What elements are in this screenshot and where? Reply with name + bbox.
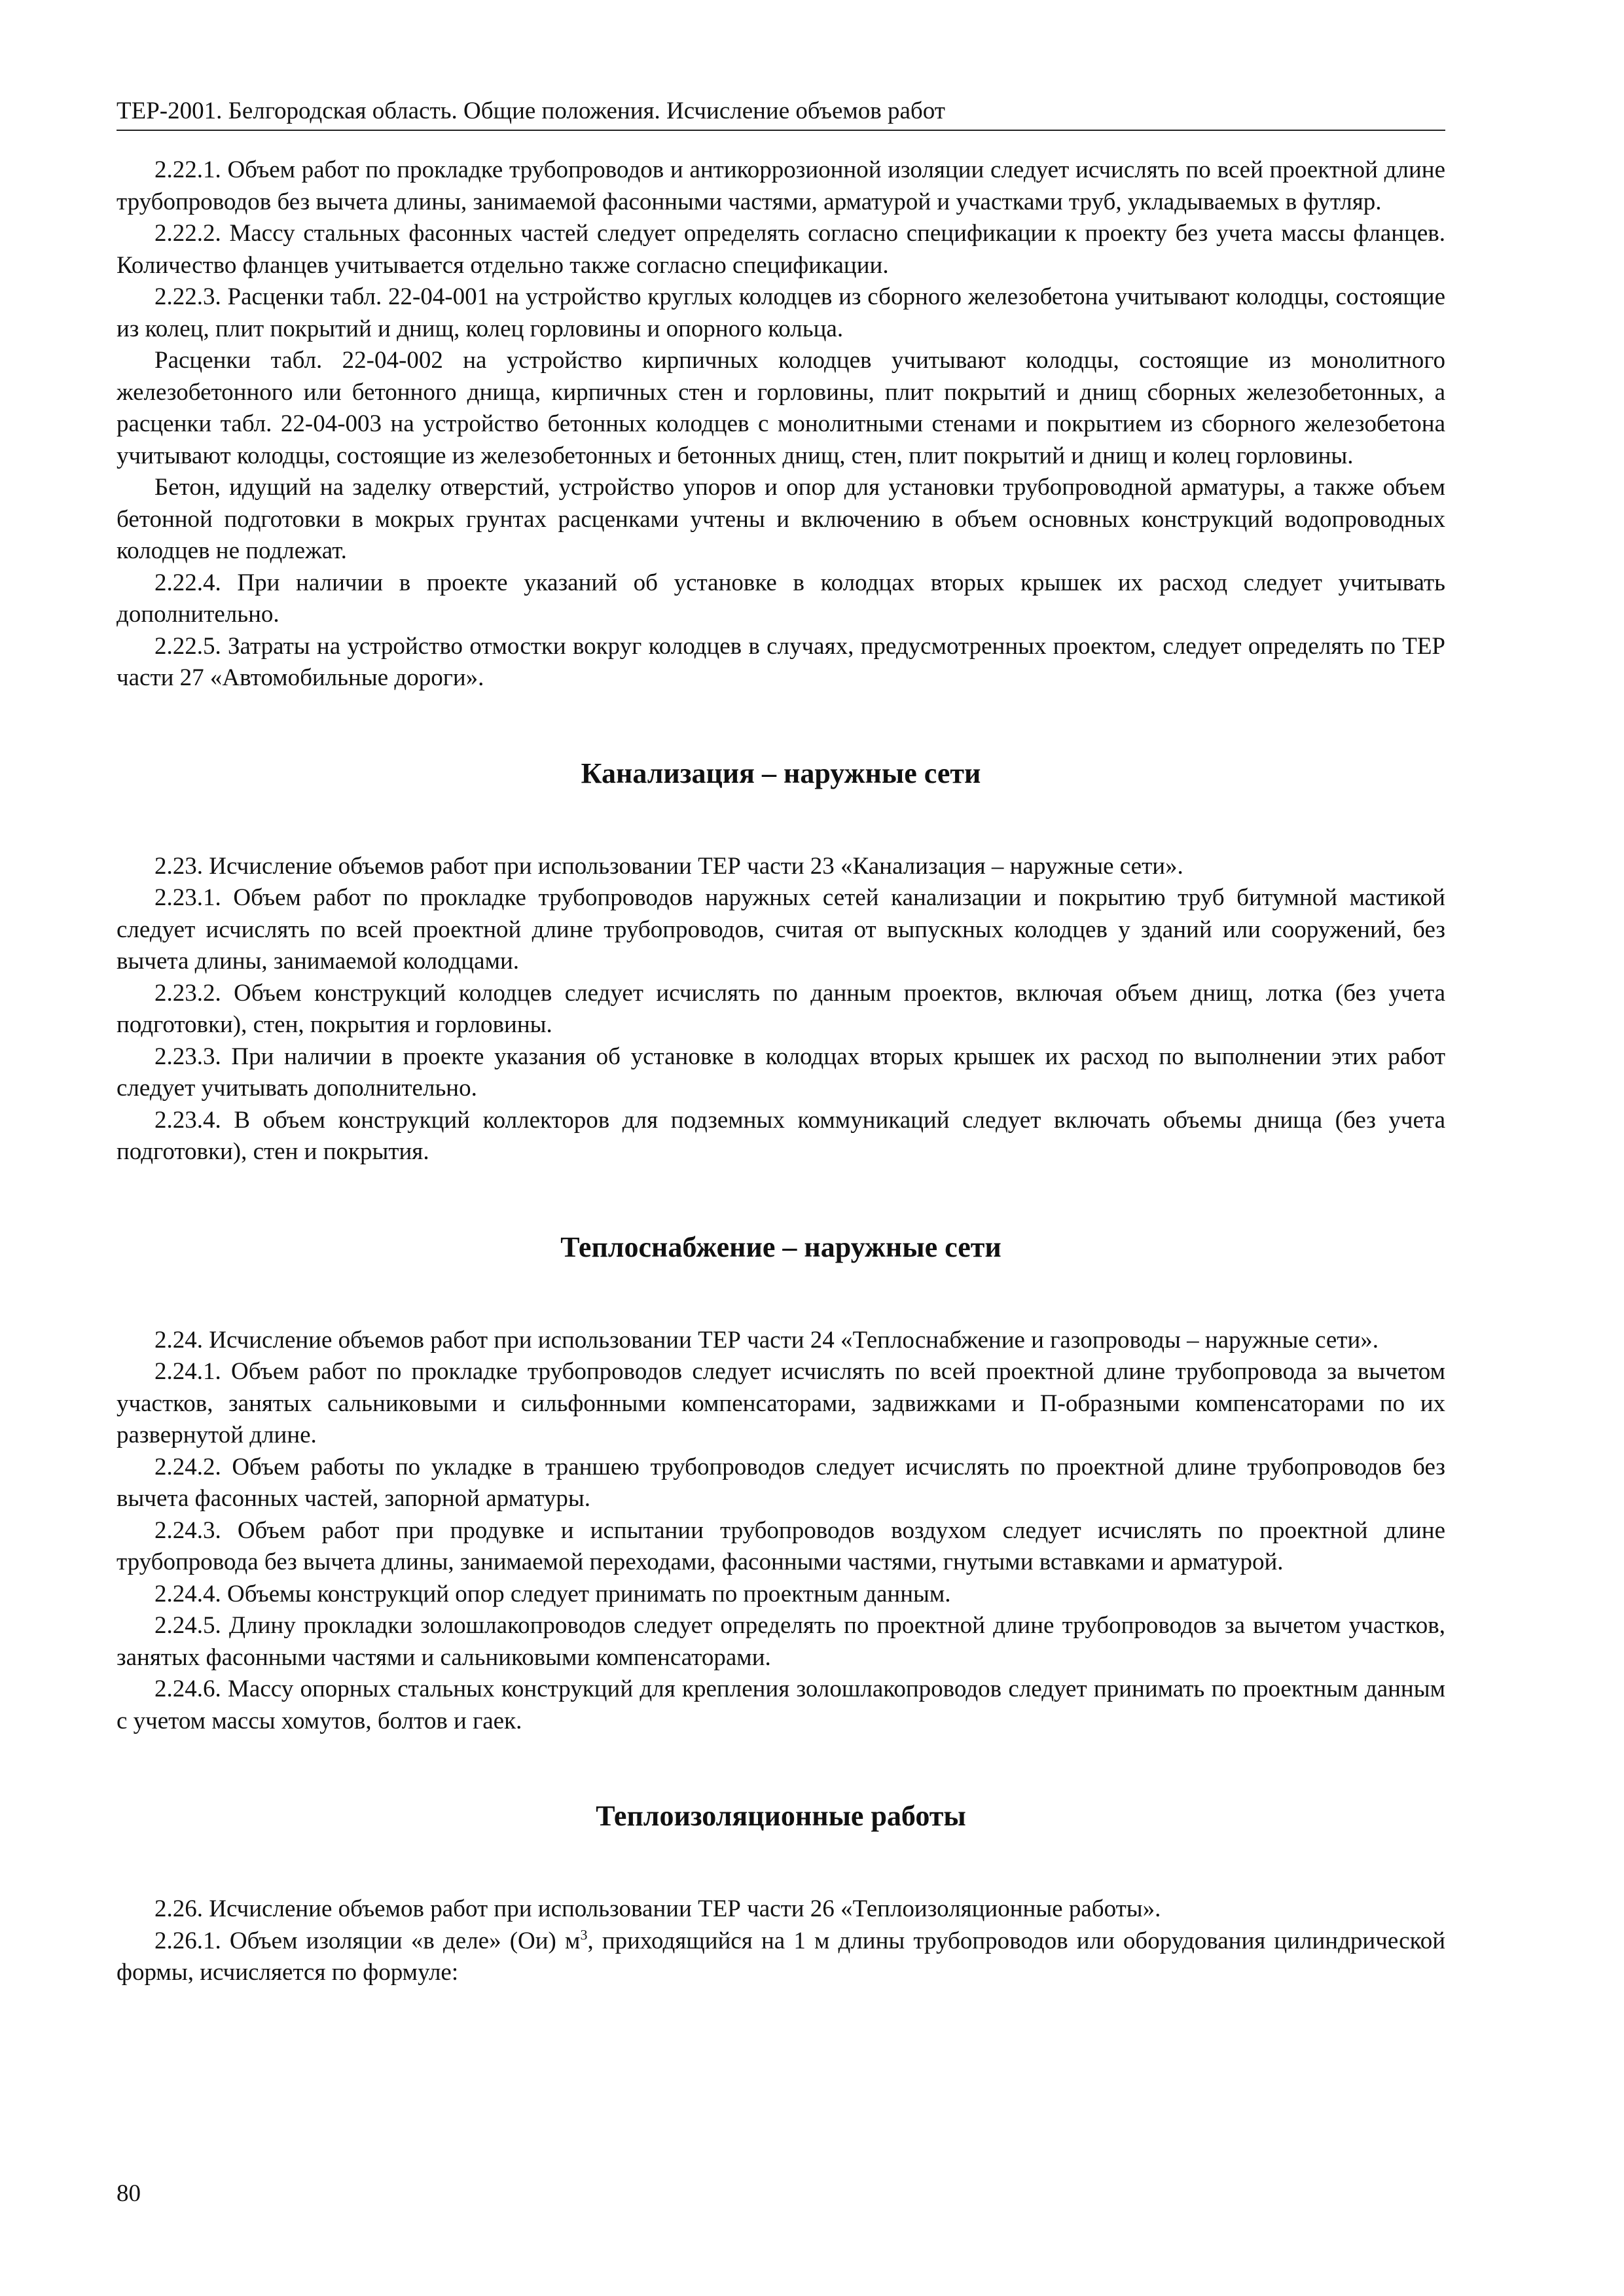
paragraph-2-24-5: 2.24.5. Длину прокладки золошлакопроводов следует определять по проектной длине трубопроводов за вычетом участков, занятых фасонными частями и сальниковыми компенсаторами. xyxy=(117,1612,1445,1671)
paragraph-2-22-3: 2.22.3. Расценки табл. 22-04-001 на устройство круглых колодцев из сборного железобетона учитывают колодцы, состоящие из колец, плит покрытий и днищ, колец горловины и опорного кольца. xyxy=(117,283,1445,342)
paragraph-2-24-2: 2.24.2. Объем работы по укладке в траншею трубопроводов следует исчислять по проектной длине трубопроводов без вычета фасонных частей, запорной арматуры. xyxy=(117,1453,1445,1512)
paragraph-2-23-4: 2.23.4. В объем конструкций коллекторов для подземных коммуникаций следует включать объемы днища (без учета подготовки), стен и покрытия. xyxy=(117,1106,1445,1165)
paragraph-2-23: 2.23. Исчисление объемов работ при использовании ТЕР части 23 «Канализация – наружные сети». xyxy=(154,852,1183,880)
paragraph-2-22-4: 2.22.4. При наличии в проекте указаний об установке в колодцах вторых крышек их расход следует учитывать дополнительно. xyxy=(117,569,1445,628)
running-header: ТЕР-2001. Белгородская область. Общие положения. Исчисление объемов работ xyxy=(117,97,1445,131)
paragraph-2-26-1-start: 2.26.1. Объем изоляции «в деле» (Ои) м xyxy=(154,1927,581,1954)
section-heat-supply xyxy=(117,1325,1445,1738)
section-heading-sewerage: Канализация – наружные сети xyxy=(581,757,981,789)
paragraph-2-23-1: 2.23.1. Объем работ по прокладке трубопроводов наружных сетей канализации и покрытию труб битумной мастикой следует исчислять по всей проектной длине трубопроводов, считая от выпускных колодцев у зданий или сооружений, без вычета длины, занимаемой колодцами. xyxy=(117,884,1445,975)
paragraph-brick-wells: Расценки табл. 22-04-002 на устройство кирпичных колодцев учитывают колодцы, состоящие из монолитного железобетонного или бетонного днища, кирпичных стен и горловины, плит покрытий и днищ сборных железобетонных, а расценки табл. 22-04-003 на устройство бетонных колодцев с монолитными стенами и покрытием из сборного железобетона учитывают колодцы, состоящие из железобетонных и бетонных днищ, стен, плит покрытий и днищ и колец горловины. xyxy=(117,347,1445,469)
paragraph-2-24-3: 2.24.3. Объем работ при продувке и испытании трубопроводов воздухом следует исчислять по проектной длине трубопровода без вычета длины, занимаемой переходами, фасонными частями, гнутыми вставками и арматурой. xyxy=(117,1516,1445,1575)
paragraph-2-26-1 xyxy=(117,1926,1445,1989)
section-thermal-insulation xyxy=(117,1893,1445,1989)
section-heading-heat-supply: Теплоснабжение – наружные сети xyxy=(560,1230,1001,1263)
paragraph-2-24: 2.24. Исчисление объемов работ при использовании ТЕР части 24 «Теплоснабжение и газопроводы – наружные сети». xyxy=(154,1326,1379,1354)
section-water-supply-continuation xyxy=(117,154,1445,694)
paragraph-2-24-6: 2.24.6. Массу опорных стальных конструкций для крепления золошлакопроводов следует принимать по проектным данным с учетом массы хомутов, болтов и гаек. xyxy=(117,1676,1445,1734)
paragraph-2-22-2: 2.22.2. Массу стальных фасонных частей следует определять согласно спецификации к проекту без учета массы фланцев. Количество фланцев учитывается отдельно также согласно спецификации. xyxy=(117,220,1445,279)
paragraph-2-24-1: 2.24.1. Объем работ по прокладке трубопроводов следует исчислять по всей проектной длине трубопровода за вычетом участков, занятых сальниковыми и сильфонными компенсаторами, задвижками и П-образными компенсаторами по их развернутой длине. xyxy=(117,1358,1445,1448)
page-body xyxy=(117,154,1445,1989)
paragraph-2-26: 2.26. Исчисление объемов работ при использовании ТЕР части 26 «Теплоизоляционные работы». xyxy=(154,1895,1161,1922)
section-heading-thermal-insulation: Теплоизоляционные работы xyxy=(596,1800,966,1832)
cubic-superscript: 3 xyxy=(580,1926,588,1943)
paragraph-2-22-5: 2.22.5. Затраты на устройство отмостки вокруг колодцев в случаях, предусмотренных проектом, следует определять по ТЕР части 27 «Автомобильные дороги». xyxy=(117,632,1445,691)
paragraph-2-26-1-end: , приходящийся на 1 м длины трубопроводов или оборудования цилиндрической формы, исчисляется по формуле: xyxy=(117,1927,1445,1986)
paragraph-2-24-4: 2.24.4. Объемы конструкций опор следует принимать по проектным данным. xyxy=(154,1580,951,1607)
section-sewerage xyxy=(117,851,1445,1168)
paragraph-2-23-2: 2.23.2. Объем конструкций колодцев следует исчислять по данным проектов, включая объем днищ, лотка (без учета подготовки), стен, покрытия и горловины. xyxy=(117,979,1445,1038)
paragraph-2-23-3: 2.23.3. При наличии в проекте указания об установке в колодцах вторых крышек их расход по выполнении этих работ следует учитывать дополнительно. xyxy=(117,1043,1445,1102)
page-number: 80 xyxy=(117,2180,141,2207)
paragraph-concrete-sealing: Бетон, идущий на заделку отверстий, устройство упоров и опор для установки трубопроводной арматуры, а также объем бетонной подготовки в мокрых грунтах расценками учтены и включению в объем основных конструкций водопроводных колодцев не подлежат. xyxy=(117,474,1445,564)
paragraph-2-22-1: 2.22.1. Объем работ по прокладке трубопроводов и антикоррозионной изоляции следует исчислять по всей проектной длине трубопроводов без вычета длины, занимаемой фасонными частями, арматурой и участками труб, укладываемых в футляр. xyxy=(117,156,1445,215)
